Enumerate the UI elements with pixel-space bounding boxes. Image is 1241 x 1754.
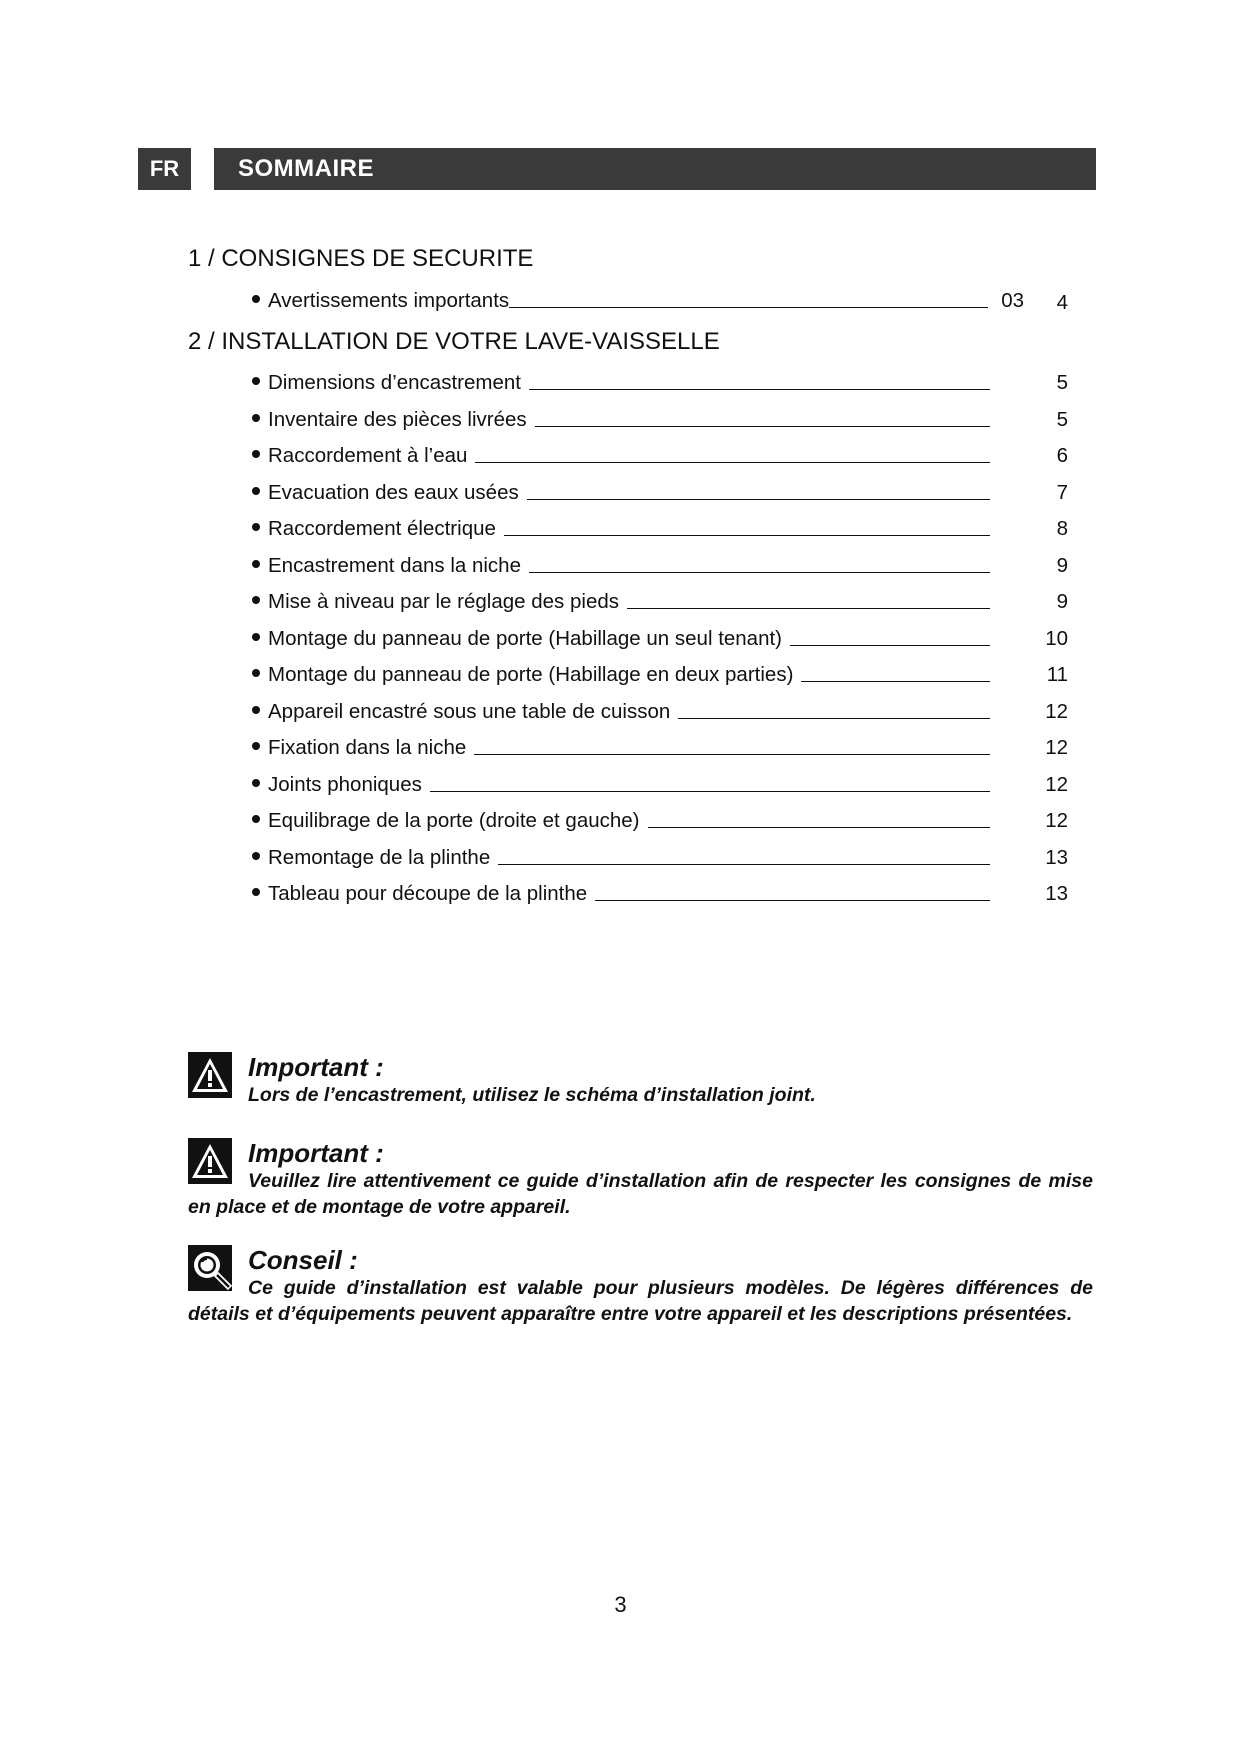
bullet-icon	[252, 852, 260, 860]
bullet-icon	[252, 295, 260, 303]
warning-icon	[188, 1052, 232, 1098]
bullet-icon	[252, 414, 260, 422]
toc-entry-label: Encastrement dans la niche	[268, 553, 521, 577]
toc-entry-label: Mise à niveau par le réglage des pieds	[268, 590, 619, 613]
bullet-icon	[252, 487, 260, 495]
bullet-icon	[252, 596, 260, 604]
bullet-icon	[252, 888, 260, 896]
note-important	[188, 1138, 1093, 1220]
toc-entry-label: Evacuation des eaux usées	[268, 480, 519, 504]
toc-leader	[430, 790, 990, 792]
toc-entry-label: Inventaire des pièces livrées	[268, 407, 527, 431]
note-important	[188, 1052, 1093, 1108]
table-of-contents	[188, 240, 1068, 908]
section-title: 1 / CONSIGNES DE SECURITE	[188, 245, 534, 272]
toc-entry	[188, 799, 1068, 836]
toc-leader	[790, 644, 990, 646]
toc-leader	[627, 607, 990, 609]
note-tip	[188, 1245, 1093, 1327]
magnifier-icon	[188, 1245, 232, 1291]
toc-entry-label: Avertissements importants	[268, 288, 510, 312]
section-title: 2 / INSTALLATION DE VOTRE LAVE-VAISSELLE	[188, 327, 720, 355]
bullet-icon	[252, 742, 260, 750]
note-text: Ce guide d’installation est valable pour plusieurs modèles. De légères différences de détails et d’équipements peuvent apparaître entre votre appareil et les descriptions présentées.	[188, 1277, 1093, 1325]
toc-entry	[188, 507, 1068, 544]
language-badge: FR	[138, 148, 191, 190]
note-heading: Important :	[248, 1138, 384, 1168]
toc-leader	[535, 425, 990, 427]
toc-entry-label: Fixation dans la niche	[268, 736, 467, 759]
toc-leader	[595, 899, 990, 901]
toc-entry-page: 03	[1001, 288, 1024, 312]
toc-leader	[529, 388, 990, 390]
toc-entry-label: Appareil encastré sous une table de cuisson	[268, 699, 671, 723]
toc-entry-page: 11	[1046, 663, 1068, 686]
toc-entry	[188, 278, 1068, 315]
toc-leader	[498, 863, 990, 865]
note-text: Lors de l’encastrement, utilisez le schéma d’installation joint.	[248, 1084, 816, 1106]
warning-icon	[188, 1138, 232, 1184]
toc-entry-label: Montage du panneau de porte (Habillage en deux parties)	[268, 663, 794, 686]
toc-entry-page: 13	[1045, 845, 1068, 869]
toc-leader	[475, 461, 990, 463]
toc-leader	[648, 826, 990, 828]
toc-entry-page: 12	[1045, 772, 1068, 796]
toc-entry-label: Remontage de la plinthe	[268, 845, 491, 869]
toc-entry	[188, 653, 1068, 690]
bullet-icon	[252, 450, 260, 458]
toc-leader	[474, 753, 990, 755]
toc-leader	[527, 498, 990, 500]
toc-entry	[188, 543, 1068, 580]
toc-leader	[529, 571, 990, 573]
bullet-icon	[252, 669, 260, 677]
toc-entry	[188, 434, 1068, 471]
toc-entry-label: Dimensions d’encastrement	[268, 371, 521, 394]
toc-entry-list	[188, 361, 1068, 909]
toc-entry-page: 13	[1045, 882, 1068, 905]
toc-entry	[188, 726, 1068, 763]
toc-entry-page: 12	[1045, 699, 1068, 723]
toc-leader	[504, 534, 990, 536]
toc-leader	[801, 680, 990, 682]
toc-entry-label: Equilibrage de la porte (droite et gauche)	[268, 809, 640, 832]
toc-entry-label: Tableau pour découpe de la plinthe	[268, 882, 588, 905]
toc-entry-page: 9	[1056, 590, 1068, 613]
page-header	[138, 148, 1096, 190]
note-text: Veuillez lire attentivement ce guide d’installation afin de respecter les consignes de mise en place et de montage de votre appareil.	[188, 1170, 1093, 1218]
toc-entry	[188, 762, 1068, 799]
page-title: SOMMAIRE	[214, 148, 1096, 190]
toc-entry	[188, 616, 1068, 653]
bullet-icon	[252, 815, 260, 823]
toc-entry-page: 12	[1045, 736, 1068, 759]
toc-entry-page: 10	[1045, 626, 1068, 650]
toc-entry-label: Joints phoniques	[268, 772, 422, 796]
toc-entry	[188, 470, 1068, 507]
bullet-icon	[252, 706, 260, 714]
toc-entry	[188, 872, 1068, 909]
toc-entry-page: 5	[1056, 407, 1068, 431]
toc-entry-page: 8	[1056, 517, 1068, 540]
toc-entry	[188, 689, 1068, 726]
bullet-icon	[252, 779, 260, 787]
toc-entry-label: Raccordement à l’eau	[268, 444, 468, 467]
toc-entry	[188, 580, 1068, 617]
note-heading: Important :	[248, 1052, 384, 1082]
note-heading: Conseil :	[248, 1245, 358, 1275]
toc-leader	[678, 717, 990, 719]
toc-entry-page: 5	[1056, 371, 1068, 394]
toc-entry-page: 7	[1056, 480, 1068, 504]
toc-entry-label: Raccordement électrique	[268, 517, 496, 540]
toc-entry-page: 12	[1045, 809, 1068, 832]
bullet-icon	[252, 560, 260, 568]
toc-entry-page: 6	[1056, 444, 1068, 467]
bullet-icon	[252, 523, 260, 531]
bullet-icon	[252, 377, 260, 385]
page-number: 3	[614, 1592, 627, 1617]
toc-entry	[188, 835, 1068, 872]
toc-entry-page: 4	[1056, 290, 1068, 314]
toc-entry	[188, 361, 1068, 398]
toc-entry-page: 9	[1056, 553, 1068, 577]
toc-entry	[188, 397, 1068, 434]
bullet-icon	[252, 633, 260, 641]
toc-leader	[509, 306, 988, 308]
toc-entry-label: Montage du panneau de porte (Habillage un seul tenant)	[268, 626, 783, 650]
